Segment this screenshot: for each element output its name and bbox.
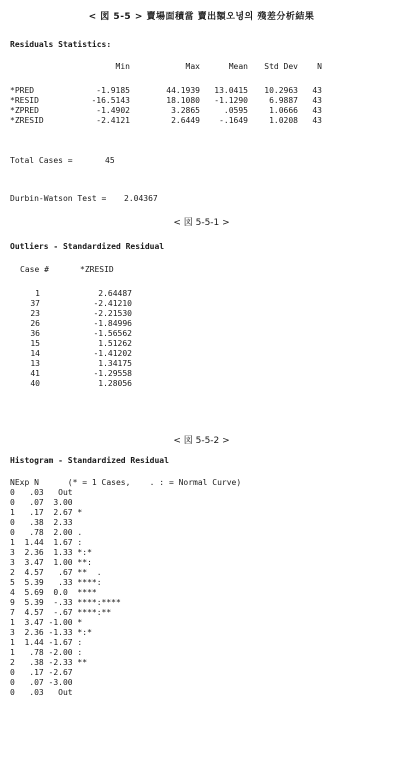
total-cases-value: 45 — [105, 156, 115, 165]
outlier-row — [20, 339, 150, 349]
histogram-row: 1 3.47 -1.00 * — [10, 618, 83, 627]
outlier-row — [20, 379, 150, 389]
stats-cell: 3.2865 — [171, 106, 200, 115]
stats-col-max: Max — [185, 62, 200, 71]
outlier-row — [20, 309, 150, 319]
outlier-row — [20, 329, 150, 339]
histogram — [10, 478, 241, 698]
stats-cell: 44.1939 — [166, 86, 200, 95]
stats-cell: -.1649 — [219, 116, 248, 125]
stats-cell: *RESID — [10, 96, 39, 105]
stats-col-mean: Mean — [228, 62, 248, 71]
histogram-legend: NExp N (* = 1 Cases, . : = Normal Curve) — [10, 478, 242, 487]
outlier-case: 40 — [30, 379, 40, 388]
stats-col-label — [10, 62, 70, 72]
outlier-case: 1 — [35, 289, 40, 298]
histogram-row: 3 2.36 1.33 *:* — [10, 548, 92, 557]
stats-cell: 43 — [312, 106, 322, 115]
stats-cell: -1.9185 — [96, 86, 130, 95]
stats-cell: 43 — [312, 96, 322, 105]
outliers-col-zresid: *ZRESID — [80, 265, 114, 274]
stats-col-min: Min — [115, 62, 130, 71]
stats-cell: -2.4121 — [96, 116, 130, 125]
histogram-row: 0 .07 -3.00 — [10, 678, 73, 687]
durbin-watson-label: Durbin-Watson Test = — [10, 194, 107, 203]
stats-cell: 1.0208 — [269, 116, 298, 125]
outlier-zresid: 1.28056 — [98, 379, 132, 388]
outliers-header-row — [20, 265, 150, 275]
stats-col-stddev: Std Dev — [264, 62, 298, 71]
stats-cell: .0595 — [223, 106, 248, 115]
histogram-row: 7 4.57 -.67 ****:** — [10, 608, 112, 617]
stats-cell: 13.0415 — [214, 86, 248, 95]
outlier-zresid: 1.34175 — [98, 359, 132, 368]
outlier-zresid: 1.51262 — [98, 339, 132, 348]
histogram-row: 5 5.39 .33 ****: — [10, 578, 102, 587]
residuals-header: Residuals Statistics: — [10, 40, 112, 49]
stats-cell: *ZPRED — [10, 106, 39, 115]
stats-cell: *ZRESID — [10, 116, 44, 125]
outlier-zresid: -2.41210 — [93, 299, 132, 308]
histogram-row: 0 .07 3.00 — [10, 498, 73, 507]
stats-cell: *PRED — [10, 86, 35, 95]
outlier-case: 37 — [30, 299, 40, 308]
outlier-zresid: -1.84996 — [93, 319, 132, 328]
stats-cell: 2.6449 — [171, 116, 200, 125]
stats-row — [10, 116, 322, 126]
stats-cell: 43 — [312, 86, 322, 95]
outlier-zresid: -1.29558 — [93, 369, 132, 378]
histogram-row: 1 1.44 1.67 : — [10, 538, 83, 547]
figure-title: < 図 5-5 > 賣場面積當 賣出額오녕의 殘差分析結果 — [88, 12, 315, 22]
stats-cell: 10.2963 — [264, 86, 298, 95]
stats-row — [10, 106, 322, 116]
outliers-header: Outliers - Standardized Residual — [10, 242, 165, 251]
stats-row — [10, 96, 322, 106]
stats-cell: 6.9887 — [269, 96, 298, 105]
stats-cell: -1.1290 — [214, 96, 248, 105]
outlier-zresid: -1.41202 — [93, 349, 132, 358]
outliers-col-case: Case # — [20, 265, 49, 274]
outliers-table — [20, 265, 150, 389]
stats-cell: -1.4902 — [96, 106, 130, 115]
outlier-row — [20, 289, 150, 299]
outlier-zresid: 2.64487 — [98, 289, 132, 298]
histogram-row: 3 3.47 1.00 **: — [10, 558, 92, 567]
outlier-zresid: -2.21530 — [93, 309, 132, 318]
durbin-watson-value: 2.04367 — [124, 194, 158, 203]
stats-col-n: N — [317, 62, 322, 71]
histogram-row: 2 4.57 .67 ** . — [10, 568, 102, 577]
figure-caption-5-5-2: < 図 5-5-2 > — [173, 436, 230, 446]
histogram-row: 3 2.36 -1.33 *:* — [10, 628, 92, 637]
stats-cell: -16.5143 — [91, 96, 130, 105]
figure-caption-5-5-1: < 図 5-5-1 > — [173, 218, 230, 228]
histogram-row: 0 .03 Out — [10, 488, 73, 497]
histogram-row: 1 1.44 -1.67 : — [10, 638, 83, 647]
histogram-row: 0 .03 Out — [10, 688, 73, 697]
outlier-case: 13 — [30, 359, 40, 368]
histogram-row: 2 .38 -2.33 ** — [10, 658, 88, 667]
stats-cell: 1.0666 — [269, 106, 298, 115]
outlier-case: 26 — [30, 319, 40, 328]
residuals-statistics-table — [10, 62, 322, 126]
histogram-header: Histogram - Standardized Residual — [10, 456, 169, 465]
outlier-zresid: -1.56562 — [93, 329, 132, 338]
histogram-row: 0 .78 2.00 . — [10, 528, 83, 537]
histogram-row: 0 .17 -2.67 — [10, 668, 73, 677]
histogram-row: 1 .78 -2.00 : — [10, 648, 83, 657]
outlier-row — [20, 299, 150, 309]
histogram-row: 9 5.39 -.33 ****:**** — [10, 598, 121, 607]
outlier-row — [20, 359, 150, 369]
outlier-case: 15 — [30, 339, 40, 348]
stats-header-row — [10, 62, 322, 72]
outlier-case: 23 — [30, 309, 40, 318]
stats-row — [10, 86, 322, 96]
histogram-row: 0 .38 2.33 — [10, 518, 73, 527]
stats-cell: 18.1080 — [166, 96, 200, 105]
outlier-row — [20, 369, 150, 379]
outlier-case: 41 — [30, 369, 40, 378]
outlier-case: 14 — [30, 349, 40, 358]
stats-cell: 43 — [312, 116, 322, 125]
outlier-case: 36 — [30, 329, 40, 338]
histogram-row: 4 5.69 0.0 **** — [10, 588, 97, 597]
total-cases-label: Total Cases = — [10, 156, 73, 165]
outlier-row — [20, 319, 150, 329]
histogram-row: 1 .17 2.67 * — [10, 508, 83, 517]
outlier-row — [20, 349, 150, 359]
